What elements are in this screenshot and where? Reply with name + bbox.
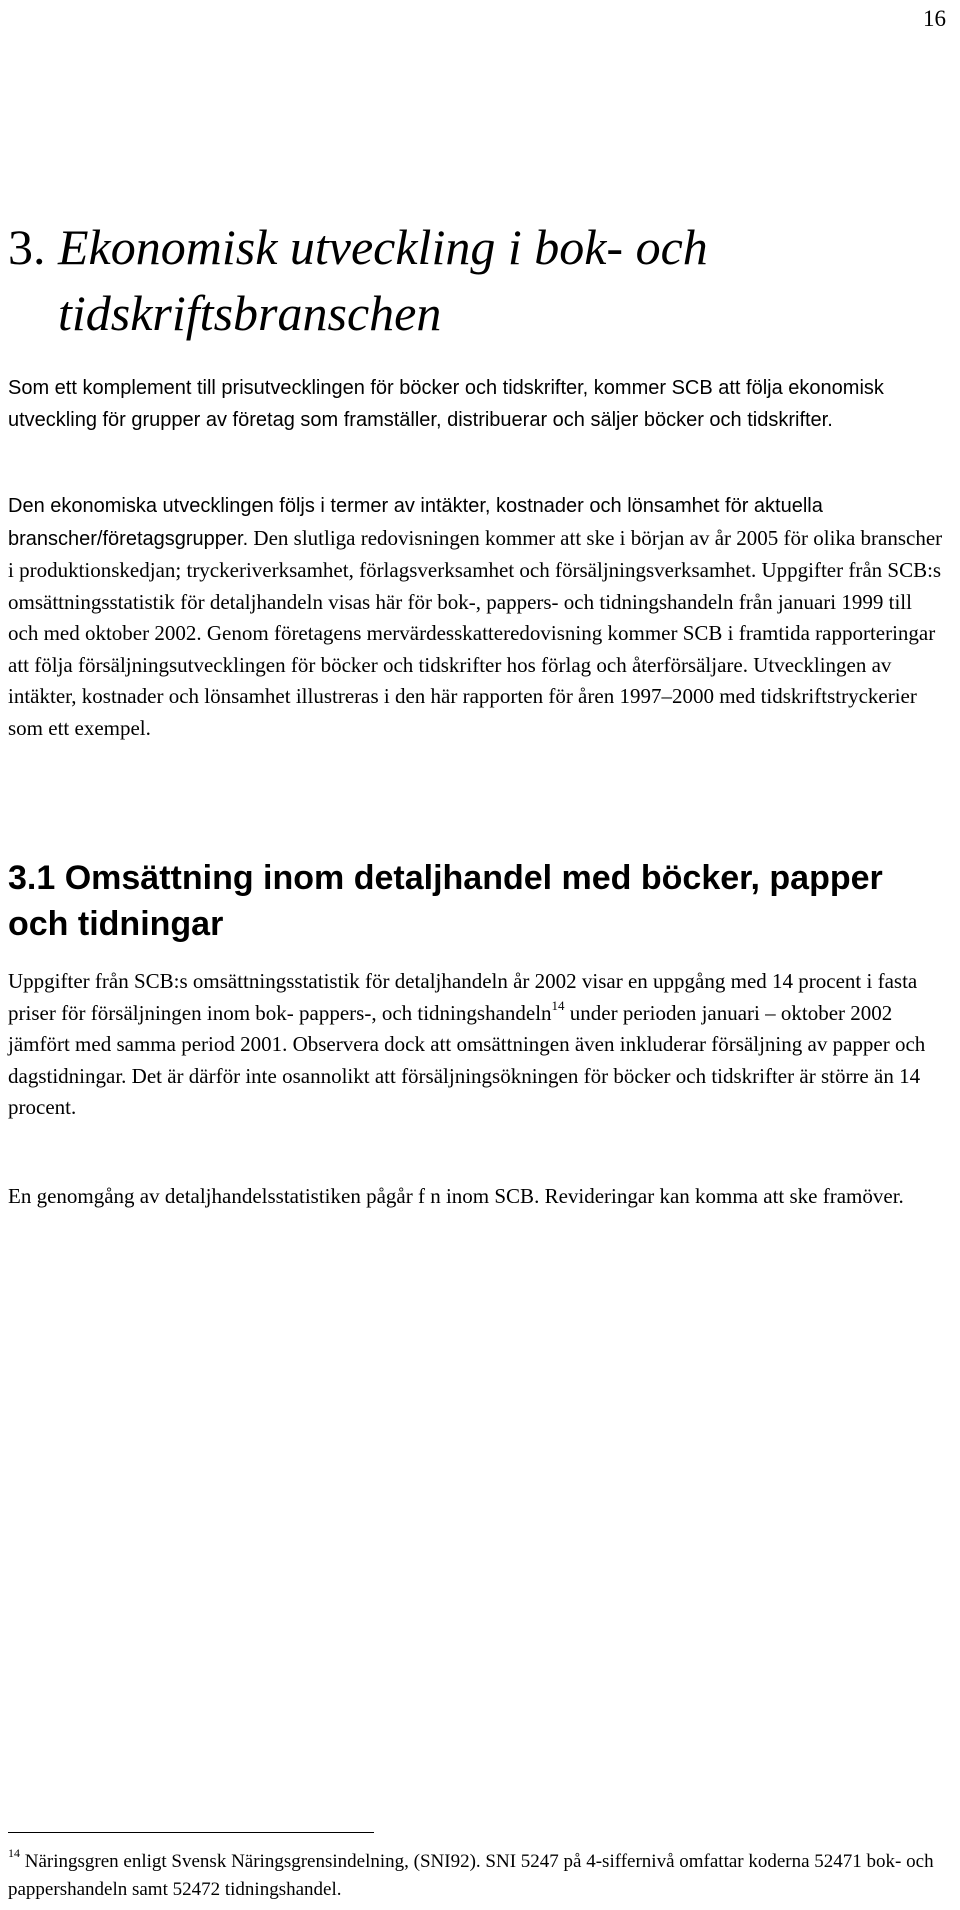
development-lead: Den ekonomiska utvecklingen följs i termer av intäkter, kostnader och lönsamhet för aktuella branscher/företagsgrupper. [8,495,823,550]
section-heading: 3.1 Omsättning inom detaljhandel med böcker, papper och tidningar [8,859,883,943]
footnote-marker: 14 [8,1845,20,1860]
review-paragraph: En genomgång av detaljhandelsstatistiken pågår f n inom SCB. Revideringar kan komma att ske framöver. [8,1184,904,1208]
retail-text-before-note: Uppgifter från SCB:s omsättningsstatistik för detaljhandeln år 2002 visar en uppgång med 14 procent i fasta priser för försäljningen inom bok- pappers-, och tidningshandeln [8,969,918,1025]
footnote-divider [8,1832,374,1833]
development-rest: Den slutliga redovisningen kommer att ske i början av år 2005 för olika branscher i produktionskedjan; tryckeriverksamhet, förlagsverksamhet och försäljningsverksamhet. Uppgifter från SCB:s omsättningsstatistik för detaljhandeln visas här för bok-, pappers- och tidningshandeln från januari 1999 till och med oktober 2002. Genom företagens mervärdesskatteredovisning kommer SCB i framtida rapporteringar att följa försäljningsutvecklingen för böcker och tidskrifter hos förlag och återförsäljare. Utvecklingen av intäkter, kostnader och lönsamhet illustreras i den här rapporten för åren 1997–2000 med tidskriftstryckerier som ett exempel. [8,525,943,740]
development-paragraph [8,490,943,744]
footnote [8,1845,943,1904]
footnote-text: Näringsgren enligt Svensk Näringsgrensindelning, (SNI92). SNI 5247 på 4-siffernivå omfattar koderna 52471 bok- och pappershandeln samt 52472 tidningshandel. [8,1851,934,1900]
retail-text-after-note: under perioden januari – oktober 2002 jämfört med samma period 2001. Observera dock att omsättningen även inkluderar försäljning av papper och dagstidningar. Det är därför inte osannolikt att försäljningsökningen för böcker och tidskrifter är större än 14 procent. [8,1000,926,1119]
chapter-title-text: Ekonomisk utveckling i bok- och tidskriftsbranschen [58,219,708,341]
retail-paragraph [8,966,943,1124]
intro-paragraph: Som ett komplement till prisutvecklingen för böcker och tidskrifter, kommer SCB att följa ekonomisk utveckling för grupper av företag som framställer, distribuerar och säljer böcker och tidskrifter. [8,377,884,431]
chapter-title [0,214,900,346]
page-number: 16 [923,6,946,31]
footnote-reference[interactable]: 14 [551,997,565,1013]
chapter-number: 3. [8,219,46,275]
